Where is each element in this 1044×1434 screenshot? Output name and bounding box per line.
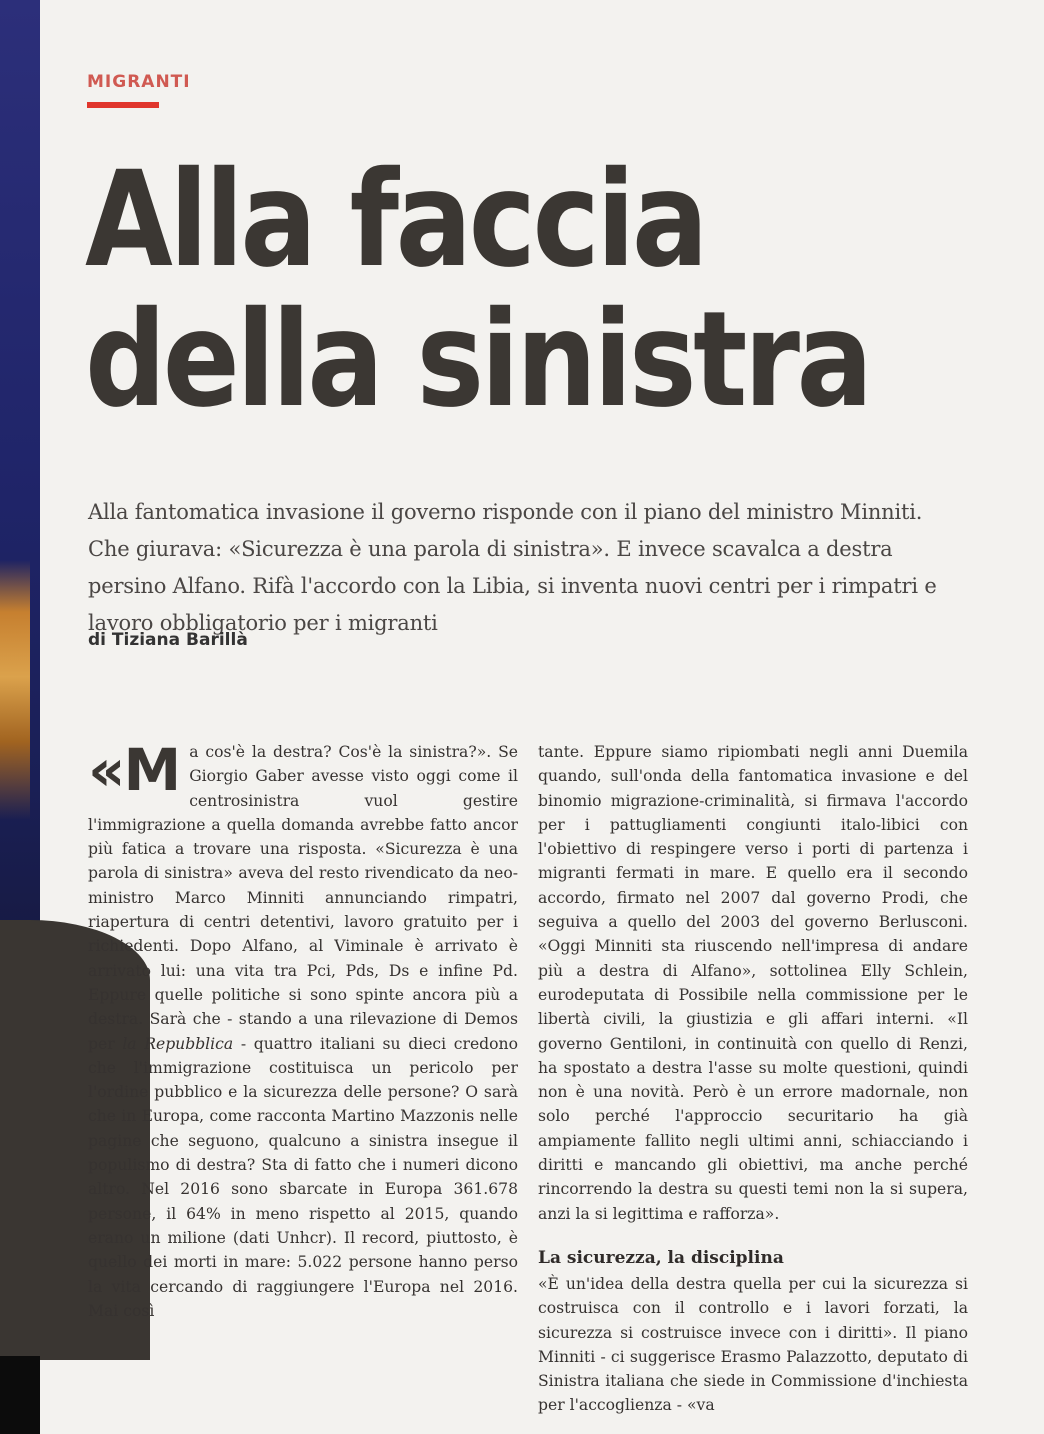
section-rule [87,102,159,108]
article-paragraph-left [88,736,518,1323]
page-corner-shadow [0,1356,40,1434]
dropcap: «M [88,736,180,804]
article-subhead: La sicurezza, la disciplina [538,1247,784,1268]
article-paragraph-right-2: «È un'idea della destra quella per cui la sicurezza si costruisca con il controllo e i lavori forzati, la sicurezza si costruisce invece con i diritti». Il piano Minniti - ci suggerisce Erasmo Palazzotto, deputato di Sinistra italiana che siede in Commissione d'inchiesta per l'accoglienza - «va [538,1274,968,1415]
article-column-left [88,736,518,1323]
left-text-1: a cos'è la destra? Cos'è la sinistra?». Se Giorgio Gaber avesse visto oggi come il centrosinistra vuol gestire l'immigrazione a quella domanda avrebbe fatto ancor più fatica a trovare una risposta. «Sicurezza è una parola di sinistra» aveva del resto rivendicato da neo-ministro Marco Minniti annunciando rimpatri, riapertura di centri detentivi, lavoro gratuito per i richiedenti. Dopo Alfano, al Viminale è arrivato è arrivato lui: una vita tra Pci, Pds, Ds e infine Pd. Eppure quelle politiche si sono spinte ancora più a destra. Sarà che - stando a una rilevazione di Demos per [88,743,518,1053]
headline-line-2: della sinistra [85,283,870,437]
standfirst: Alla fantomatica invasione il governo risponde con il piano del ministro Minniti. Che giurava: «Sicurezza è una parola di sinistra». E invece scavalca a destra persino Alfano. Rifà l'accordo con la Libia, si inventa nuovi centri per i rimpatri e lavoro obbligatorio per i migranti [88,500,937,635]
headline [85,143,870,437]
left-text-2: - quattro italiani su dieci credono che l'immigrazione costituisca un pericolo per l'ordine pubblico e la sicurezza delle persone? O sarà che in Europa, come racconta Martino Mazzonis nelle pagine che seguono, qualcuno a sinistra insegue il populismo di destra? Sta di fatto che i numeri dicono altro. Nel 2016 sono sbarcate in Europa 361.678 persone, il 64% in meno rispetto al 2015, quando erano un milione (dati Unhcr). Il record, piuttosto, è quello dei morti in mare: 5.022 persone hanno perso la vita cercando di raggiungere l'Europa nel 2016. Mai così [88,1034,518,1320]
publication-name: la Repubblica [122,1034,234,1053]
headline-line-1: Alla faccia [85,143,706,297]
section-label: MIGRANTI [87,72,191,92]
byline: di Tiziana Barillà [88,630,248,650]
article-paragraph-right: tante. Eppure siamo ripiombati negli anni Duemila quando, sull'onda della fantomatica invasione e del binomio migrazione-criminalità, si firmava l'accordo per i pattugliamenti congiunti italo-libici con l'obiettivo di respingere verso i porti di partenza i migranti fermati in mare. E quello era il secondo accordo, firmato nel 2007 dal governo Prodi, che seguiva a quello del 2003 del governo Berlusconi. «Oggi Minniti sta riuscendo nell'impresa di andare più a destra di Alfano», sottolinea Elly Schlein, eurodeputata di Possibile nella commissione per le libertà civili, la giustizia e gli affari interni. «Il governo Gentiloni, in continuità con quello di Renzi, ha spostato a destra l'asse su molte questioni, quindi non è una novità. Però è un errore madornale, non solo perché l'approccio securitario ha già ampiamente fallito negli ultimi anni, schiacciando i diritti e mancando gli obiettivi, ma anche perché rincorrendo la destra su questi temi non la si supera, anzi la si legittima e rafforza». [538,743,968,1223]
article-column-right [538,740,968,1418]
page-edge-flare [0,560,30,820]
